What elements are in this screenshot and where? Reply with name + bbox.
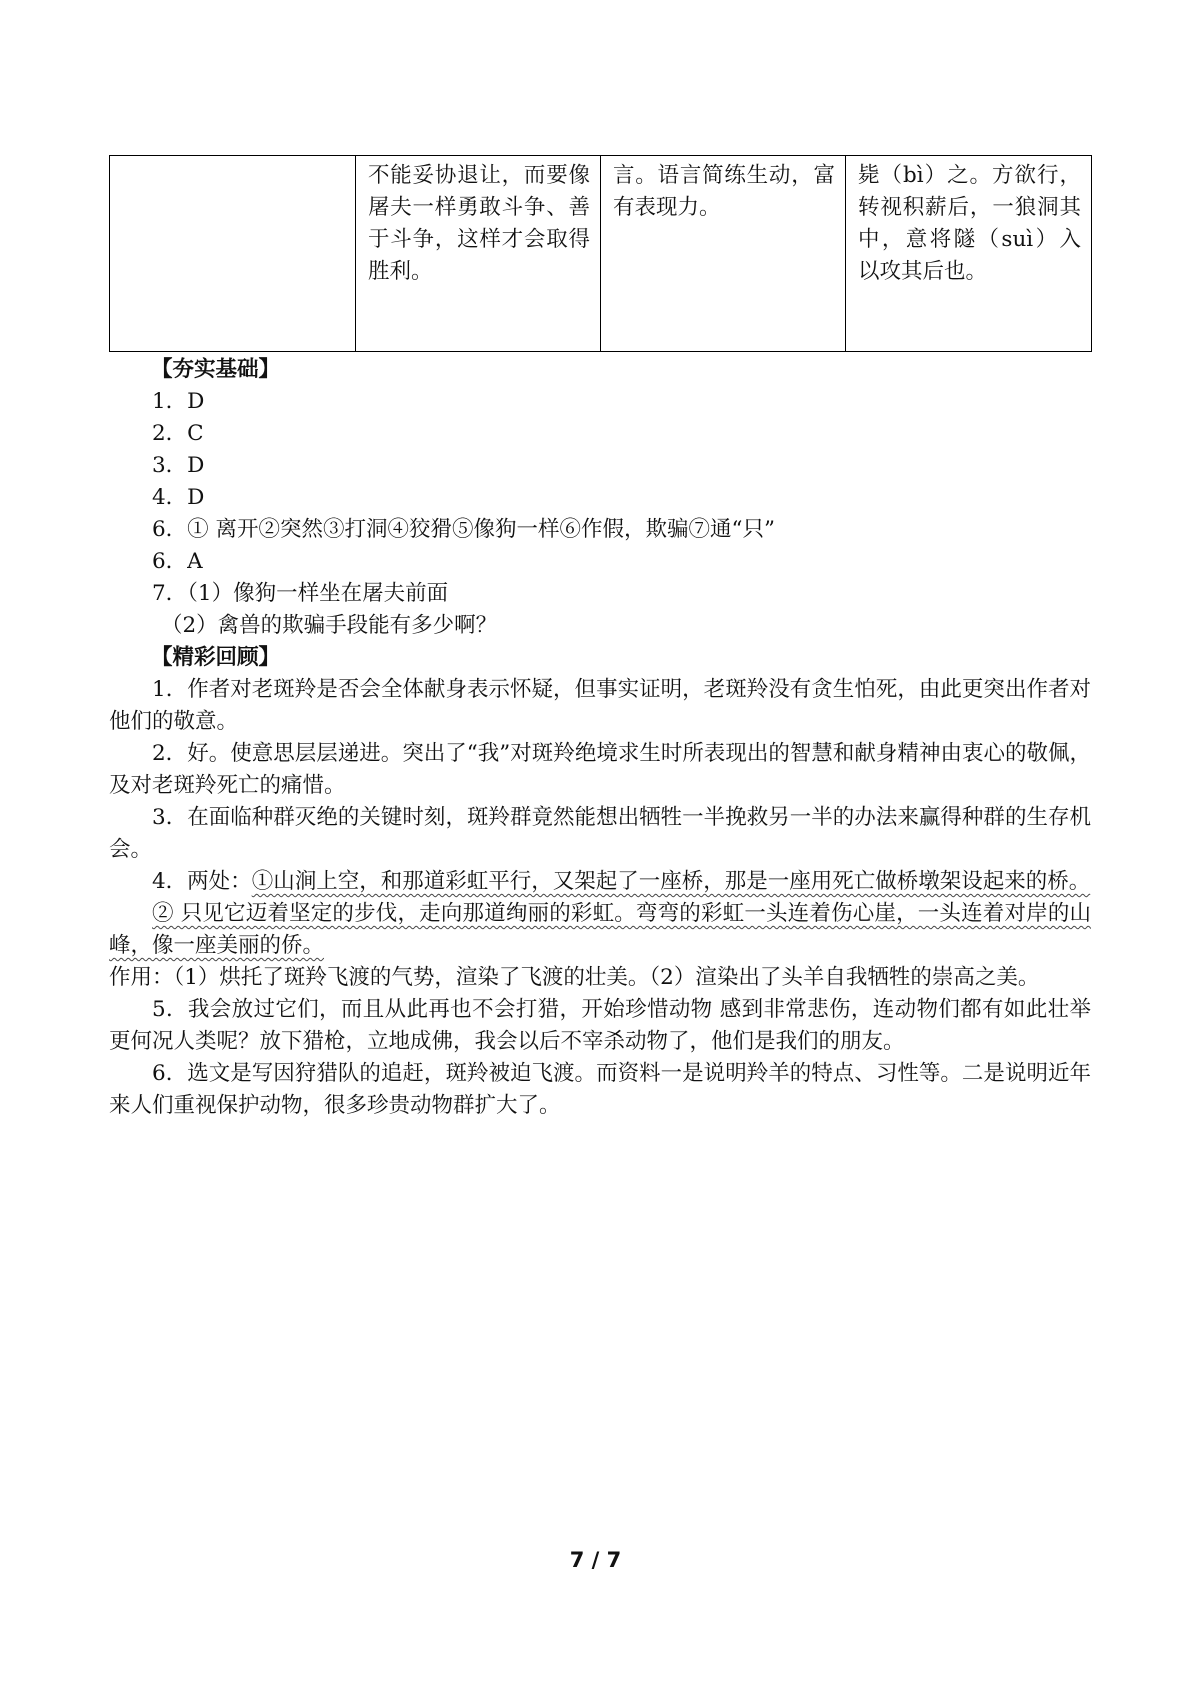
page-number: 7 / 7 (569, 1548, 622, 1572)
answer-paragraph: 6．选文是写因狩猎队的追赶，斑羚被迫飞渡。而资料一是说明羚羊的特点、习性等。二是说明近年来人们重视保护动物，很多珍贵动物群扩大了。 (109, 1061, 1091, 1118)
section-heading-basics: 【夯实基础】 (151, 357, 281, 382)
answer-paragraph (109, 866, 1091, 898)
answer-item: 2．C (152, 421, 204, 446)
quoted-sentence: ② 只见它迈着坚定的步伐，走向那道绚丽的彩虹。弯弯的彩虹一头连着伤心崖，一头连着对岸的山峰，像一座美丽的侨。 (109, 901, 1091, 958)
answer-paragraph (109, 898, 1091, 962)
answer-item: 7．（1）像狗一样坐在屠夫前面 (152, 581, 449, 606)
answer-item: 1．D (152, 389, 205, 414)
answer-paragraph: 2．好。使意思层层递进。突出了“我”对斑羚绝境求生时所表现出的智慧和献身精神由衷心的敬佩，及对老斑羚死亡的痛惜。 (109, 741, 1091, 798)
answer-paragraph: 3．在面临种群灭绝的关键时刻，斑羚群竟然能想出牺牲一半挽救另一半的办法来赢得种群的生存机会。 (109, 805, 1091, 862)
table-cell: 毙（bì）之。方欲行，转视积薪后，一狼洞其中，意将隧（suì）入以攻其后也。 (846, 156, 1092, 352)
answer-item: 4．D (152, 485, 205, 510)
answer-paragraph: 1．作者对老斑羚是否会全体献身表示怀疑，但事实证明，老斑羚没有贪生怕死，由此更突出作者对他们的敬意。 (109, 677, 1091, 734)
answer-item: 3．D (152, 453, 205, 478)
answer-content (109, 354, 1091, 1122)
section-heading-review: 【精彩回顾】 (151, 645, 281, 670)
quoted-sentence: ①山涧上空，和那道彩虹平行，又架起了一座桥，那是一座用死亡做桥墩架设起来的桥。 (251, 869, 1091, 894)
table-cell: 言。语言简练生动，富有表现力。 (601, 156, 846, 352)
answer-item: 6．A (152, 549, 203, 574)
answer-subitem: （2）禽兽的欺骗手段能有多少啊？ (161, 613, 498, 638)
table-cell (110, 156, 356, 352)
answer-prefix: 4．两处： (152, 869, 252, 894)
answer-paragraph: 5．我会放过它们，而且从此再也不会打猎，开始珍惜动物 感到非常悲伤，连动物们都有如此壮举更何况人类呢？放下猎枪，立地成佛，我会以后不宰杀动物了，他们是我们的朋友。 (109, 997, 1091, 1054)
answer-table (109, 155, 1092, 352)
answer-paragraph: 作用：（1）烘托了斑羚飞渡的气势，渲染了飞渡的壮美。（2）渲染出了头羊自我牺牲的崇高之美。 (109, 965, 1040, 990)
answer-item: 6．① 离开②突然③打洞④狡猾⑤像狗一样⑥作假，欺骗⑦通“只” (152, 517, 775, 542)
table-row (110, 156, 1092, 352)
table-cell: 不能妥协退让，而要像屠夫一样勇敢斗争、善于斗争，这样才会取得胜利。 (356, 156, 601, 352)
